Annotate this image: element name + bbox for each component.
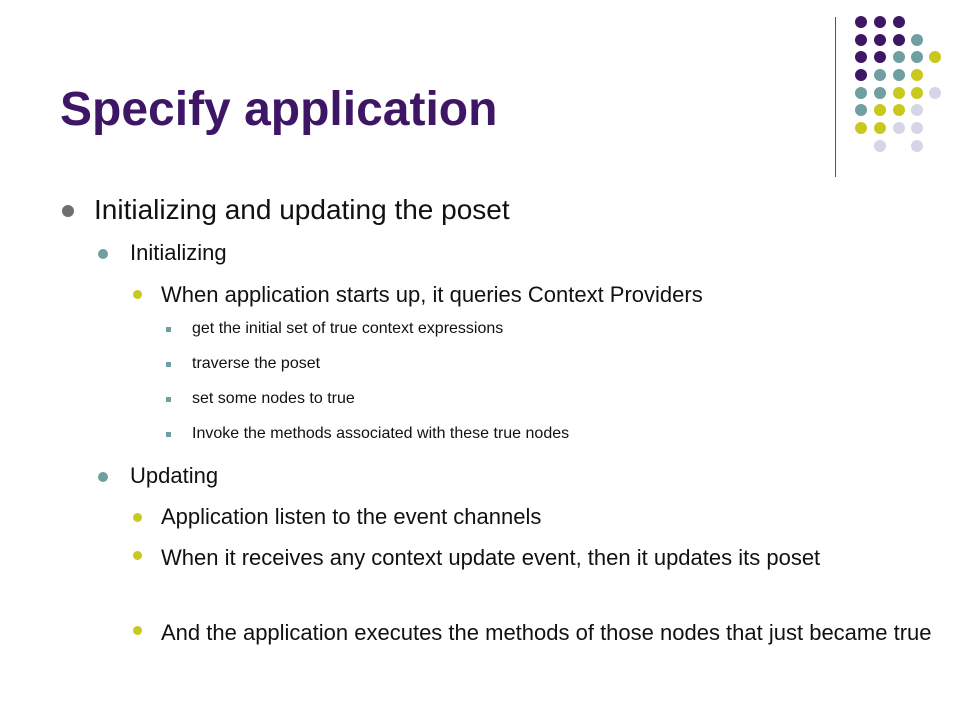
bullet-l4-square — [166, 327, 171, 332]
bullet-l2-initializing: Initializing — [130, 240, 227, 265]
bullet-l2-dot — [98, 249, 108, 259]
bullet-l1-text: Initializing and updating the poset — [94, 194, 510, 225]
bullet-l4-text: get the initial set of true context expressions — [192, 320, 504, 337]
bullet-l3-dot — [133, 551, 142, 560]
bullet-l3-text: When application starts up, it queries Context Providers — [161, 282, 703, 307]
bullet-l4-text: Invoke the methods associated with these true nodes — [192, 425, 570, 442]
bullet-l3-text: When it receives any context update event, then it updates its poset — [161, 545, 821, 570]
bullet-l4-square — [166, 397, 171, 402]
slide-title: Specify application — [60, 83, 498, 136]
bullet-l2-dot — [98, 472, 108, 482]
bullet-l2-updating: Updating — [130, 463, 219, 488]
bullet-l4-text: traverse the poset — [192, 355, 321, 372]
bullet-l4-square — [166, 362, 171, 367]
bullet-l3-text: Application listen to the event channels — [161, 504, 542, 529]
bullet-l3-dot — [133, 626, 142, 635]
decorative-divider-line — [835, 17, 836, 177]
bullet-l3-dot — [133, 513, 142, 522]
bullet-l3-dot — [133, 290, 142, 299]
bullet-l3-text: And the application executes the methods of those nodes that just became true — [161, 620, 932, 645]
bullet-l4-text: set some nodes to true — [192, 390, 355, 407]
bullet-l1-dot — [62, 205, 74, 217]
bullet-l4-square — [166, 432, 171, 437]
